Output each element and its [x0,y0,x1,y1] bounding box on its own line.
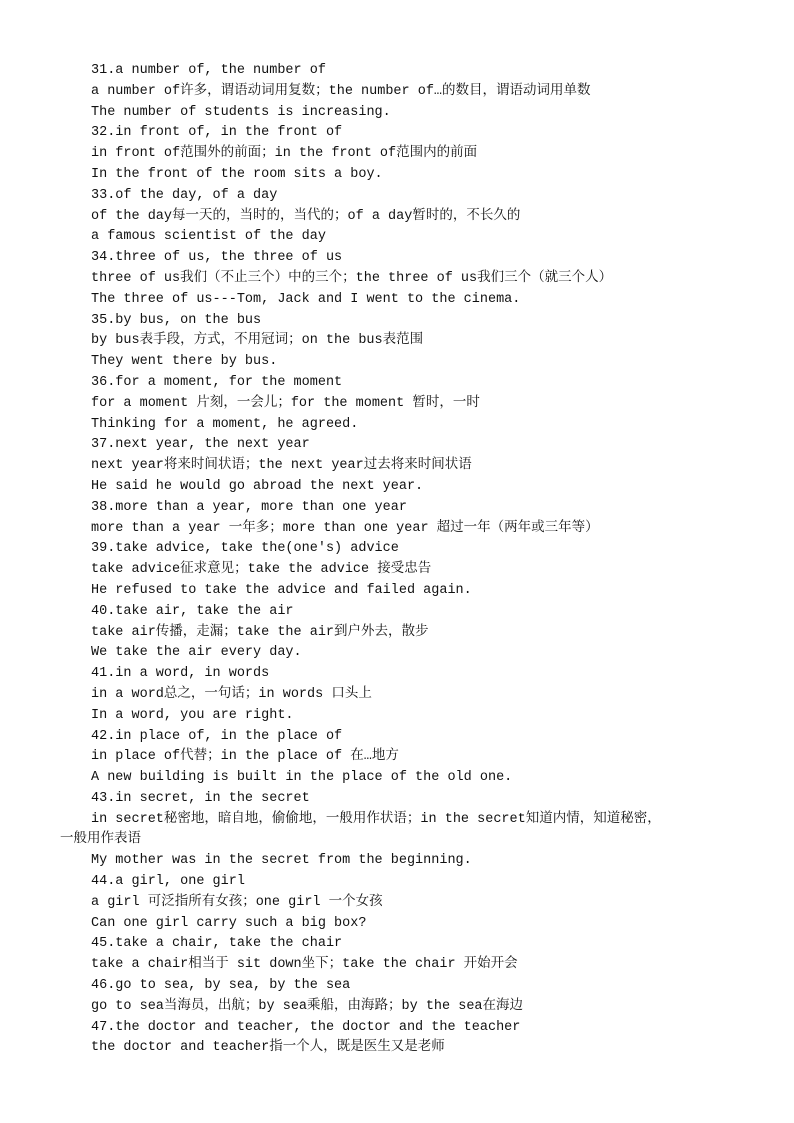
text-line: for a moment 片刻，一会儿；for the moment 暂时，一时 [91,395,480,411]
text-line: In the front of the room sits a boy. [91,166,383,182]
text-line: the doctor and teacher指一个人，既是医生又是老师 [91,1040,445,1056]
text-line: They went there by bus. [91,354,278,370]
text-line: The number of students is increasing. [91,104,391,120]
text-line: 33.of the day, of a day [91,187,278,203]
text-line: 41.in a word, in words [91,666,270,682]
text-line: in secret秘密地，暗自地，偷偷地，一般用作状语；in the secret知道内情，知道秘密， [91,811,661,827]
text-line: three of us我们（不止三个）中的三个；the three of us我们三个（就三个人） [91,270,613,286]
text-line: We take the air every day. [91,645,302,661]
text-line: take a chair相当于 sit down坐下；take the chair 开始开会 [91,957,518,973]
text-line: 39.take advice, take the(one's) advice [91,541,399,557]
text-line: Thinking for a moment, he agreed. [91,416,359,432]
text-line: He said he would go abroad the next year. [91,478,424,494]
text-line: in place of代替；in the place of 在…地方 [91,749,399,765]
text-line: next year将来时间状语；the next year过去将来时间状语 [91,458,472,474]
text-line: in front of范围外的前面；in the front of范围内的前面 [91,146,478,162]
text-line: in a word总之，一句话；in words 口头上 [91,686,372,702]
text-line: 47.the doctor and teacher, the doctor and the teacher [91,1019,521,1035]
document-body [60,61,740,1059]
text-line: 36.for a moment, for the moment [91,374,343,390]
text-line: 31.a number of, the number of [91,63,326,78]
text-line: by bus表手段，方式，不用冠词；on the bus表范围 [91,333,424,349]
text-line: Can one girl carry such a big box? [91,915,367,931]
text-line: a number of许多，谓语动词用复数；the number of…的数目，谓语动词用单数 [91,83,591,99]
text-line: 32.in front of, in the front of [91,125,343,141]
text-line: The three of us---Tom, Jack and I went to the cinema. [91,291,521,307]
text-line: 37.next year, the next year [91,437,310,453]
text-line: My mother was in the secret from the beginning. [91,853,472,869]
text-line: more than a year 一年多；more than one year 超过一年（两年或三年等） [91,520,599,536]
text-line: 40.take air, take the air [91,603,294,619]
text-line: 38.more than a year, more than one year [91,499,407,515]
text-line: go to sea当海员，出航；by sea乘船，由海路；by the sea在海边 [91,998,524,1014]
text-line: In a word, you are right. [91,707,294,723]
text-line: 44.a girl, one girl [91,874,245,890]
text-line: A new building is built in the place of the old one. [91,770,513,786]
text-line: 45.take a chair, take the chair [91,936,343,952]
text-line: He refused to take the advice and failed again. [91,582,472,598]
text-line-continuation: 一般用作表语 [60,832,141,848]
text-line: 42.in place of, in the place of [91,728,343,744]
text-line: 34.three of us, the three of us [91,250,343,266]
text-line: take air传播，走漏；take the air到户外去，散步 [91,624,429,640]
text-line: a girl 可泛指所有女孩；one girl 一个女孩 [91,894,383,910]
text-line: 46.go to sea, by sea, by the sea [91,978,351,994]
text-line: 35.by bus, on the bus [91,312,262,328]
text-line: take advice征求意见；take the advice 接受忠告 [91,562,432,578]
text-line: 43.in secret, in the secret [91,790,310,806]
text-line: a famous scientist of the day [91,229,326,245]
text-line: of the day每一天的，当时的，当代的；of a day暂时的，不长久的 [91,208,521,224]
